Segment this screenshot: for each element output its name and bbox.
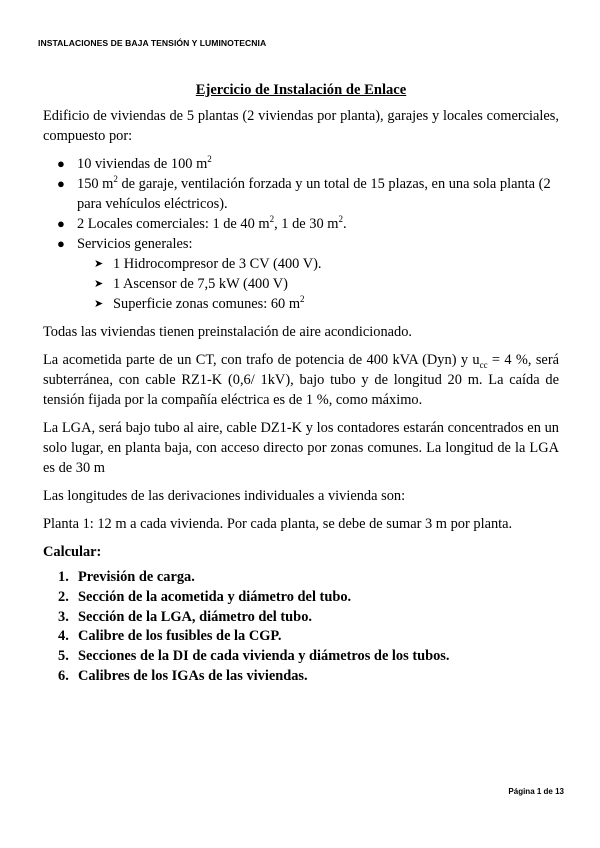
page-number: Página 1 de 13 [508,787,564,796]
sublist-item-superficie: ➤ Superficie zonas comunes: 60 $m^2$ [94,294,305,312]
derivaciones-paragraph: Las longitudes de las derivaciones individuales a vivienda son: [43,488,406,504]
list-item-servicios: ● Servicios generales: [57,236,193,252]
arrow-bullet-icon: ➤ [94,298,104,310]
sublist-item-hidrocompresor: ➤ 1 Hidrocompresor de 3 CV (400 V). [94,256,322,272]
intro-paragraph: Edificio de viviendas de 5 plantas (2 viviendas por planta), garajes y locales comerciales, compuesto por: [43,108,559,144]
bullet-icon: ● [57,156,65,171]
task-item: 3. Sección de la LGA, diámetro del tubo. [58,608,312,625]
task-item: 2. Sección de la acometida y diámetro del tubo. [58,588,352,605]
lga-paragraph: La LGA, será bajo tubo al aire, cable DZ1-K y los contadores estarán concentrados en un solo lugar, en planta baja, con acceso directo por zonas comunes. La longitud de la LGA es de 30 m [43,420,559,476]
building-components-list [43,154,559,254]
page-header: INSTALACIONES DE BAJA TENSIÓN Y LUMINOTECNIA [38,38,267,48]
list-item-viviendas: ● 10 viviendas de 100 $m^2$ [57,154,212,172]
planta-paragraph: Planta 1: 12 m a cada vivienda. Por cada planta, se debe de sumar 3 m por planta. [43,516,513,532]
task-item: 1. Previsión de carga. [58,569,195,585]
bullet-icon: ● [57,216,65,231]
acometida-paragraph: La acometida parte de un CT, con trafo de potencia de 400 kVA (Dyn) y $u_{cc} = 4$ %, será subterránea, con cable RZ1-K (0,6/ 1kV), bajo tubo y de longitud 20 m. La caída de tensión fijada por la compañía eléctrica es de 1 %, como máximo. [43,352,559,408]
arrow-bullet-icon: ➤ [94,278,104,290]
aire-paragraph: Todas las viviendas tienen preinstalación de aire acondicionado. [43,324,413,340]
list-item-garaje: ● 150 $m^2$ de garaje, ventilación forzada y un total de 15 plazas, en una sola planta (2 para vehículos eléctricos). [57,174,551,212]
exercise-title: Ejercicio de Instalación de Enlace [195,82,407,98]
sublist-item-ascensor: ➤ 1 Ascensor de 7,5 kW (400 V) [94,276,288,292]
task-item: 5. Secciones de la DI de cada vivienda y diámetros de los tubos. [58,648,450,665]
task-item: 4. Calibre de los fusibles de la CGP. [58,628,282,645]
bullet-icon: ● [57,236,65,251]
list-item-locales: ● 2 Locales comerciales: 1 de 40 $m^2$, 1 de 30 $m^2$. [57,214,347,232]
task-item: 6. Calibres de los IGAs de las viviendas. [58,667,308,684]
arrow-bullet-icon: ➤ [94,258,104,270]
calcular-heading: Calcular: [43,544,102,560]
bullet-icon: ● [57,176,65,191]
document-body [43,80,559,687]
services-sublist [43,254,559,314]
tasks-list [43,568,559,687]
